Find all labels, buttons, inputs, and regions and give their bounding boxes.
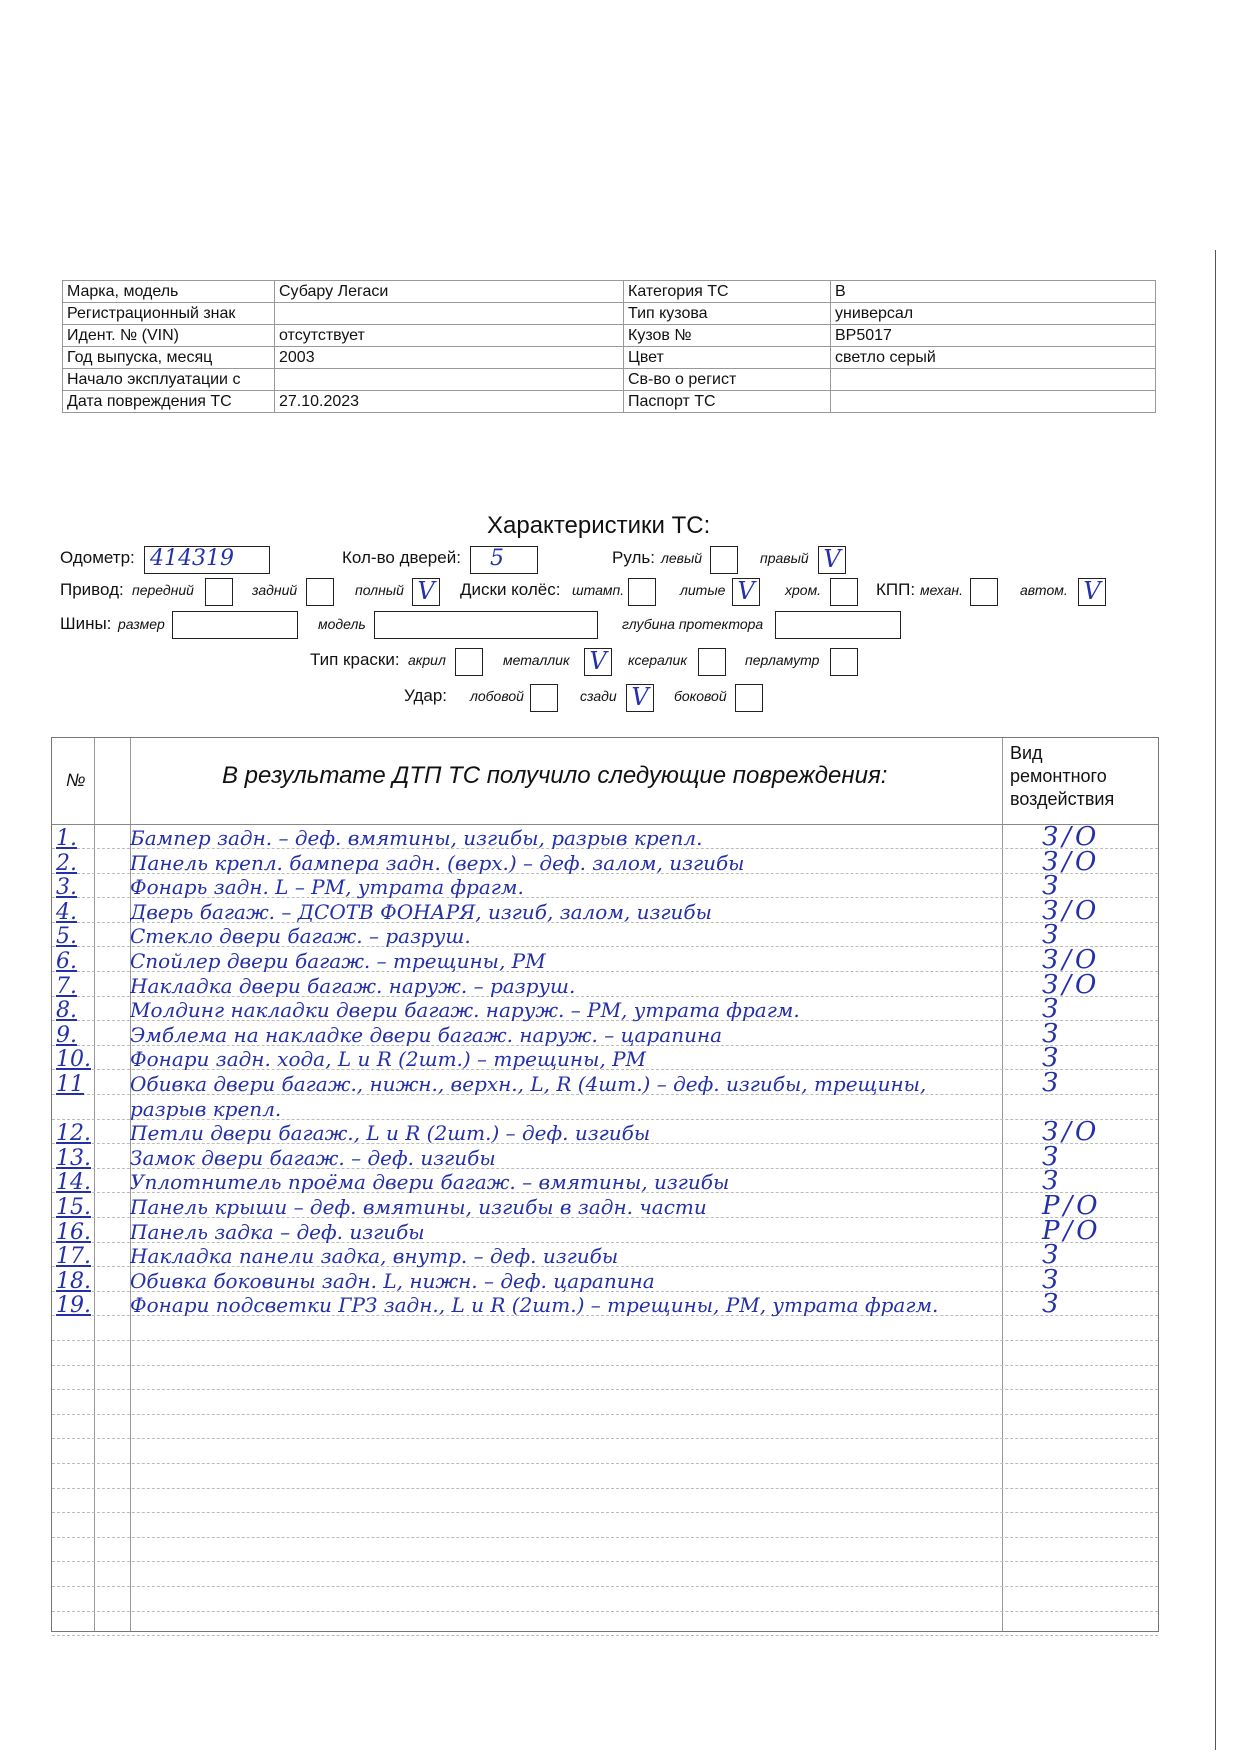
doors-field[interactable] — [470, 546, 538, 574]
damage-row-description: Панель задка – деф. изгибы — [130, 1219, 425, 1244]
damage-row-number: 6. — [56, 949, 77, 974]
gearbox-auto-check-mark: V — [1083, 577, 1101, 605]
paint-pearl-label: перламутр — [745, 652, 820, 668]
vehicle-field-value: Субару Легаси — [275, 281, 624, 303]
damage-row-repair-type: З — [1042, 994, 1063, 1025]
ruled-line — [52, 1414, 1158, 1415]
ruled-line — [52, 1438, 1158, 1439]
damage-row-number: 1. — [56, 826, 77, 851]
vehicle-field-label: Год выпуска, месяц — [63, 347, 275, 369]
damage-row-repair-type: Р/О — [1042, 1215, 1102, 1246]
vehicle-field-value: BP5017 — [831, 325, 1156, 347]
ruled-line — [52, 1389, 1158, 1390]
impact-side-checkbox[interactable] — [735, 684, 763, 712]
vehicle-info-body — [63, 281, 1156, 413]
damage-row-repair-type: З — [1042, 1264, 1063, 1295]
damage-row-description: Уплотнитель проёма двери багаж. – вмятины, изгибы — [130, 1170, 730, 1195]
wheel-left-label: левый — [661, 550, 703, 566]
header-divider — [52, 824, 1158, 825]
damage-row-repair-type: З — [1042, 1141, 1063, 1172]
damage-row-number: 15. — [56, 1195, 91, 1220]
vehicle-field-label: Регистрационный знак — [63, 303, 275, 325]
vehicle-field-label: Св-во о регист — [624, 369, 831, 391]
drive-rear-checkbox[interactable] — [306, 578, 334, 606]
vehicle-field-value — [831, 391, 1156, 413]
gearbox-manual-label: механ. — [920, 582, 963, 598]
vehicle-field-label: Начало эксплуатации с — [63, 369, 275, 391]
vehicle-field-value: универсал — [831, 303, 1156, 325]
damage-row-number: 5. — [56, 924, 77, 950]
damage-row-description: Эмблема на накладке двери багаж. наруж. – царапина — [130, 1022, 723, 1047]
damage-row-description: Бампер задн. – деф. вмятины, изгибы, разрыв крепл. — [130, 826, 703, 850]
tires-model-field[interactable] — [374, 611, 598, 639]
damage-row-description: Петли двери багаж., L и R (2шт.) – деф. изгибы — [130, 1121, 651, 1146]
ruled-line — [52, 1365, 1158, 1366]
damage-row-description: Накладка двери багаж. наруж. – разруш. — [130, 973, 576, 998]
vehicle-info-row — [63, 391, 1156, 413]
vehicle-info-row — [63, 303, 1156, 325]
rims-cast-label: литые — [680, 582, 726, 598]
damage-row-number: 2. — [56, 850, 77, 876]
vehicle-field-value: B — [831, 281, 1156, 303]
damage-row-description: Молдинг накладки двери багаж. наруж. – РМ, утрата фрагм. — [130, 998, 800, 1023]
damage-row-number: 7. — [56, 973, 77, 999]
drive-front-label: передний — [132, 582, 194, 598]
impact-side-label: боковой — [674, 688, 727, 704]
vehicle-field-label: Идент. № (VIN) — [63, 325, 275, 347]
tires-model-label: модель — [318, 616, 366, 632]
damage-title: В результате ДТП ТС получило следующие повреждения: — [222, 762, 888, 789]
damage-row-description: Дверь багаж. – ДСОТВ ФОНАРЯ, изгиб, залом, изгибы — [130, 899, 712, 924]
damage-row-number: 13. — [56, 1145, 91, 1171]
paint-metallic-label: металлик — [503, 652, 570, 668]
repair-header-line: ремонтного — [1010, 766, 1107, 786]
ruled-line — [52, 1463, 1158, 1464]
tires-depth-field[interactable] — [775, 611, 901, 639]
vehicle-field-label: Тип кузова — [624, 303, 831, 325]
damage-row-repair-type: З — [1042, 1018, 1063, 1049]
damage-row-description: Замок двери багаж. – деф. изгибы — [130, 1145, 496, 1170]
vehicle-field-label: Паспорт ТС — [624, 391, 831, 413]
vehicle-field-label: Дата повреждения ТС — [63, 391, 275, 413]
damage-row-number: 14. — [56, 1170, 91, 1196]
damage-row-number: 3. — [56, 875, 77, 901]
odometer-label: Одометр: — [60, 548, 135, 567]
damage-row-number: 9. — [56, 1022, 77, 1048]
repair-type-header — [1010, 742, 1114, 811]
damage-row-number: 17. — [56, 1244, 91, 1270]
ruled-line — [52, 1488, 1158, 1489]
ruled-line — [52, 1340, 1158, 1341]
ruled-line — [52, 1635, 1158, 1636]
vehicle-field-label: Кузов № — [624, 325, 831, 347]
damage-row-description: Фонари задн. хода, L и R (2шт.) – трещины, РМ — [130, 1047, 647, 1072]
gearbox-auto-label: автом. — [1020, 582, 1068, 598]
damage-row-repair-type: З/О — [1042, 846, 1101, 877]
damage-row-repair-type: З/О — [1042, 1117, 1101, 1148]
paint-xeralic-checkbox[interactable] — [698, 648, 726, 676]
drive-full-check-mark: V — [417, 577, 435, 605]
impact-rear-check-mark: V — [631, 683, 649, 711]
damage-row-repair-type: З — [1042, 1240, 1063, 1271]
impact-label: Удар: — [404, 686, 448, 705]
gearbox-manual-checkbox[interactable] — [970, 578, 998, 606]
damage-row-number: 8. — [56, 998, 77, 1024]
damage-row-description: Накладка панели задка, внутр. – деф. изгибы — [130, 1244, 619, 1269]
damage-row-description: Фонари подсветки ГРЗ задн., L и R (2шт.) – трещины, РМ, утрата фрагм. — [130, 1293, 939, 1318]
ruled-line — [52, 1611, 1158, 1612]
ruled-line — [52, 1561, 1158, 1562]
vehicle-field-value: 27.10.2023 — [275, 391, 624, 413]
vehicle-info-row — [63, 325, 1156, 347]
vehicle-info-row — [63, 347, 1156, 369]
damage-row-repair-type: З — [1042, 1166, 1063, 1197]
damage-row-description: Обивка двери багаж., нижн., верхн., L, R (4шт.) – деф. изгибы, трещины, — [130, 1072, 927, 1096]
drive-front-checkbox[interactable] — [205, 578, 233, 606]
paint-acryl-label: акрил — [408, 652, 446, 668]
ruled-line — [52, 1537, 1158, 1538]
drive-rear-label: задний — [252, 582, 298, 598]
wheel-left-checkbox[interactable] — [710, 546, 738, 574]
damage-row-number: 12. — [56, 1121, 91, 1147]
damage-table — [51, 737, 1159, 1632]
paint-pearl-checkbox[interactable] — [830, 648, 858, 676]
wheel-right-check-mark: V — [823, 545, 841, 573]
drive-full-label: полный — [355, 582, 404, 598]
damage-row-description: Фонарь задн. L – РМ, утрата фрагм. — [130, 875, 524, 900]
vehicle-info-row — [63, 369, 1156, 391]
vehicle-info-table — [62, 280, 1156, 413]
vehicle-field-value — [275, 303, 624, 325]
damage-row-number: 10. — [56, 1047, 91, 1073]
vehicle-field-value: отсутствует — [275, 325, 624, 347]
wheel-right-label: правый — [760, 550, 809, 566]
wheel-label: Руль: — [612, 548, 655, 567]
paint-label: Тип краски: — [310, 650, 400, 669]
impact-rear-label: сзади — [580, 688, 617, 704]
rims-label: Диски колёс: — [460, 580, 561, 599]
impact-front-checkbox[interactable] — [530, 684, 558, 712]
vehicle-field-value — [831, 369, 1156, 391]
rims-cast-check-mark: V — [737, 577, 755, 605]
ruled-line — [52, 1512, 1158, 1513]
damage-row-repair-type: З/О — [1042, 969, 1101, 1000]
impact-front-label: лобовой — [470, 688, 524, 704]
damage-row-repair-type: З/О — [1042, 822, 1101, 852]
vehicle-field-value — [275, 369, 624, 391]
damage-row-repair-type: З — [1042, 1043, 1063, 1074]
damage-row-description: Панель крыши – деф. вмятины, изгибы в задн. части — [130, 1195, 707, 1219]
gearbox-label: КПП: — [876, 580, 916, 599]
damage-row-repair-type: З — [1042, 1289, 1063, 1320]
vehicle-field-value: светло серый — [831, 347, 1156, 369]
damage-row-description: Стекло двери багаж. – разруш. — [130, 924, 471, 949]
damage-row-description: Спойлер двери багаж. – трещины, РМ — [130, 949, 546, 973]
damage-row-repair-type: З — [1042, 871, 1063, 902]
rims-chrome-checkbox[interactable] — [830, 578, 858, 606]
ruled-line — [52, 1586, 1158, 1587]
paint-metallic-check-mark: V — [589, 647, 607, 675]
characteristics-title: Характеристики ТС: — [487, 512, 711, 539]
tires-size-label: размер — [118, 616, 165, 632]
repair-header-line: Вид — [1010, 743, 1043, 763]
tires-size-field[interactable] — [172, 611, 298, 639]
damage-row-repair-type: З — [1042, 920, 1063, 951]
vehicle-field-label: Цвет — [624, 347, 831, 369]
damage-row-number: 11 — [56, 1072, 84, 1097]
damage-row-repair-type: Р/О — [1042, 1191, 1102, 1221]
vehicle-field-label: Категория ТС — [624, 281, 831, 303]
vehicle-info-row — [63, 281, 1156, 303]
damage-row-description: Панель крепл. бампера задн. (верх.) – деф. залом, изгибы — [130, 850, 745, 875]
rims-chrome-label: хром. — [785, 582, 822, 598]
damage-row-number: 18. — [56, 1268, 91, 1294]
damage-row-repair-type: З — [1042, 1068, 1063, 1098]
damage-row-description: разрыв крепл. — [130, 1096, 282, 1121]
damage-row-repair-type: З/О — [1042, 945, 1101, 975]
vehicle-field-label: Марка, модель — [63, 281, 275, 303]
paint-acryl-checkbox[interactable] — [455, 648, 483, 676]
damage-row-number: 16. — [56, 1219, 91, 1245]
damage-row-number: 4. — [56, 899, 77, 925]
damage-no-header: № — [66, 770, 86, 790]
odometer-value: 414319 — [150, 546, 234, 571]
drive-label: Привод: — [60, 580, 124, 599]
damage-row-description: Обивка боковины задн. L, нижн. – деф. царапина — [130, 1268, 655, 1293]
vehicle-field-value: 2003 — [275, 347, 624, 369]
doors-value: 5 — [490, 546, 504, 571]
tires-label: Шины: — [60, 614, 112, 633]
tires-depth-label: глубина протектора — [622, 616, 764, 632]
rims-stamp-label: штамп. — [572, 582, 625, 598]
scan-edge-line — [1215, 250, 1216, 1750]
damage-row-repair-type: З/О — [1042, 895, 1101, 926]
paint-xeralic-label: ксералик — [628, 652, 687, 668]
repair-header-line: воздействия — [1010, 789, 1115, 809]
damage-row-number: 19. — [56, 1293, 91, 1319]
doors-label: Кол-во дверей: — [342, 548, 461, 567]
rims-stamp-checkbox[interactable] — [628, 578, 656, 606]
